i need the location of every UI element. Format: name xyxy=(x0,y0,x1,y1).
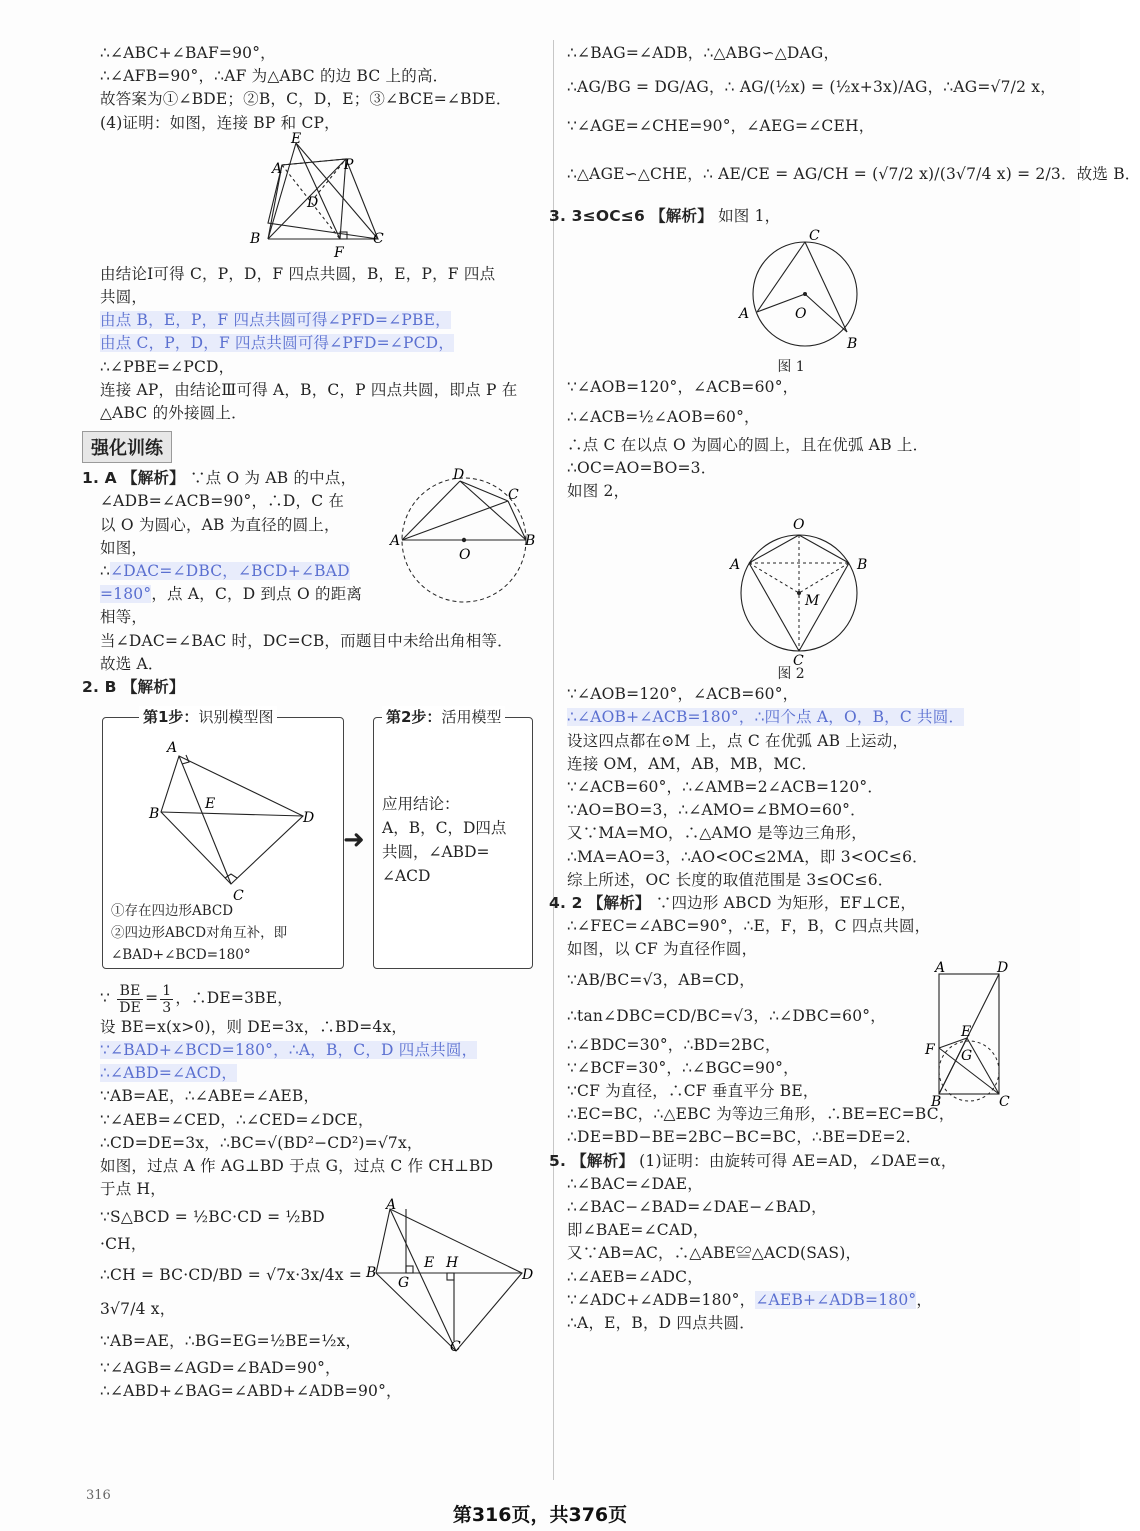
text-span: ∵四边形 ABCD 为矩形，EF⊥CE， xyxy=(655,894,917,913)
text-line: ∵∠AGE=∠CHE=90°，∠AEG=∠CEH， xyxy=(567,117,875,136)
left-column: ∴∠ABC+∠BAF=90°， ∴∠AFB=90°，∴AF 为△ABC 的边 BC 上的高． 故答案为①∠BDE；②B，C，D，E；③∠BCE=∠BDE． (4)证明：如图，连接 BP 和 CP， E A P D B C F 由结论Ⅰ可得 C，P，D，F 四点共圆，B，E，P，F 四点 共圆， 由点 B，E，P，F 四点共圆可得∠PFD=∠PBE， 由点 C，P，D，F 四点共圆可得∠PFD=∠PCD， ∴∠PBE=∠PCD， 连接 AP，由结论Ⅲ可得 A，B，C，P 四点共圆，即点 P 在 △ABC 的外接圆上． 强化训练 D C A B O 1. A 【解析】 ∵点 O 为 AB 的中点， ∠ADB=∠ACB=90°，∴D，C 在 以 O 为圆心，AB 为直径的圆上， 如图， ∴∠DAC=∠DBC，∠BCD+∠BAD =180°，点 A，C，D 到点 O 的距离 相等， 当∠DAC=∠BAC 时，DC=CB，而题目中未给出角相等． 故选 A． 2. B 【解析】 第1步：识别模型图 A B E D C ①存在四边形ABCD ②四边形ABCD对角互补，即 ∠BAD+∠BCD=180° ➜ 第2步：活用模型 应用结论： A，B，C，D四点 共圆，∠ABD= ∠ACD ∵ $\frac{BE}{DE}$ = $\frac{1}{3}$ ，∴DE=3BE， 设 BE=x(x>0)，则 DE=3x，∴BD=4x， ∵∠BAD+∠BCD=180°，∴A，B，C，D 四点共圆， ∴∠ABD=∠ACD， ∵AB=AE，∴∠ABE=∠AEB， ∵∠AEB=∠CED，∴∠CED=∠DCE， ∴CD=DE=3x，∴BC=√(BD²−CD²)=√7x， 如图，过点 A 作 AG⊥BD 于点 G，过点 C 作 CH⊥BD 于点 H， A B G E H D C ∵S△BCD = ½BC·CD = ½BD ·CH， ∴CH = BC·CD/BD = √7x·3x/4x = 3√7/4 x， ∵AB=AE，∴BG=EG=½BE=½x， ∵∠AGB=∠AGD=∠BAD=90°， ∴∠ABD+∠BAG=∠ABD+∠ADB=90°， xyxy=(100,42,538,1403)
conclusion-text: ∠ACD xyxy=(382,867,431,886)
text-line: (4)证明：如图，连接 BP 和 CP， xyxy=(100,113,340,132)
text-line: 又∵MA=MO，∴△AMO 是等边三角形， xyxy=(567,824,867,843)
text-line: ∴△AGE∽△CHE，∴ AE/CE = AG/CH = (√7/2 x)/(3√7/4 x) = 2/3．故选 B． xyxy=(567,165,1140,184)
point-label: F xyxy=(334,244,344,261)
highlighted-text: ∴∠AOB+∠ACB=180°，∴四个点 A，O，B，C 共圆． xyxy=(567,708,965,727)
analysis-tag: 【解析】 xyxy=(650,207,713,226)
step1-title: 第1步： xyxy=(143,708,199,727)
text-line: 相等， xyxy=(100,608,148,627)
point-label: E xyxy=(961,1023,972,1040)
text-line: 如图 2， xyxy=(567,482,630,501)
text-line: 如图，以 CF 为直径作圆， xyxy=(567,940,758,959)
text-line: ∵S△BCD = ½BC·CD = ½BD xyxy=(100,1208,325,1227)
point-label: A xyxy=(730,557,741,574)
point-label: D xyxy=(453,467,465,484)
text-line: ∴MA=AO=3，∴AO<OC≤2MA，即 3<OC≤6． xyxy=(567,847,928,866)
highlighted-text: ∴∠ABD=∠ACD， xyxy=(100,1064,238,1083)
text-line: 当∠DAC=∠BAC 时，DC=CB，而题目中未给出角相等． xyxy=(100,631,513,650)
condition-text: ∠BAD+∠BCD=180° xyxy=(111,947,251,964)
point-label: A xyxy=(167,740,178,757)
page-footer: 第316页，共376页 xyxy=(452,1504,628,1526)
point-label: O xyxy=(793,517,805,534)
text-line: ∵∠ACB=60°，∴∠AMB=2∠ACB=120°． xyxy=(567,778,884,797)
point-label: B xyxy=(250,230,261,247)
text-span: 如图 1， xyxy=(718,207,781,226)
point-label: M xyxy=(805,593,820,610)
point-label: E xyxy=(205,796,216,813)
text-line: ∴CH = BC·CD/BD = √7x·3x/4x = xyxy=(100,1265,363,1284)
point-label: F xyxy=(925,1041,935,1058)
text-line: ∠ADB=∠ACB=90°，∴D，C 在 xyxy=(100,492,345,511)
text-line: 设这四点都在⊙M 上，点 C 在优弧 AB 上运动， xyxy=(567,731,909,750)
step1-subtitle: 识别模型图 xyxy=(198,708,274,727)
figure-q2-model xyxy=(103,732,343,905)
point-label: O xyxy=(459,547,471,564)
point-label: A xyxy=(739,306,750,323)
text-line: 3√7/4 x， xyxy=(100,1299,176,1318)
text-line: ∴CD=DE=3x，∴BC=√(BD²−CD²)=√7x， xyxy=(100,1133,423,1152)
text-line: ∴A，E，B，D 四点共圆． xyxy=(567,1314,755,1333)
text-line: ∴DE=BD−BE=2BC−BC=BC，∴BE=DE=2． xyxy=(567,1128,922,1147)
text-line: 以 O 为圆心，AB 为直径的圆上， xyxy=(100,515,340,534)
point-label: G xyxy=(961,1047,973,1064)
text-line: ∴EC=BC，∴△EBC 为等边三角形，∴BE=EC=BC， xyxy=(567,1105,955,1124)
figure-q2-heights xyxy=(366,1197,538,1356)
step1-box xyxy=(102,708,344,969)
step2-subtitle: 活用模型 xyxy=(441,708,502,727)
question-number: 5. xyxy=(549,1151,567,1170)
text-line: 设 BE=x(x>0)，则 DE=3x，∴BD=4x， xyxy=(100,1017,408,1036)
text-line: ∵AB=AE，∴∠ABE=∠AEB， xyxy=(100,1087,320,1106)
condition-text: ②四边形ABCD对角互补，即 xyxy=(111,925,288,942)
question-number: 1. A xyxy=(82,469,117,488)
section-title: 强化训练 xyxy=(82,431,172,463)
text-line: ∴∠BDC=30°，∴BD=2BC， xyxy=(567,1035,781,1054)
point-label: O xyxy=(795,306,807,323)
text-line: 由结论Ⅰ可得 C，P，D，F 四点共圆，B，E，P，F 四点 xyxy=(100,264,496,283)
text-line: ∵∠AOB=120°，∠ACB=60°， xyxy=(567,378,799,397)
conclusion-text: A，B，C，D四点 xyxy=(382,819,507,838)
text-line: ∵∠AGB=∠AGD=∠BAD=90°， xyxy=(100,1358,341,1377)
text-line: ∵AB/BC=√3，AB=CD， xyxy=(567,970,755,989)
text-line: 共圆， xyxy=(100,288,148,307)
highlighted-text: 由点 C，P，D，F 四点共圆可得∠PFD=∠PCD， xyxy=(100,334,455,353)
figure-q4-rectangle xyxy=(921,959,1015,1110)
figure-3-2 xyxy=(567,503,1015,670)
text-span: ∴ xyxy=(100,562,111,581)
highlighted-text: ∠DAC=∠DBC，∠BCD+∠BAD xyxy=(110,562,350,581)
point-label: C xyxy=(373,230,384,247)
text-line: ∵CF 为直径，∴CF 垂直平分 BE， xyxy=(567,1082,819,1101)
text-line: 于点 H， xyxy=(100,1180,166,1199)
text-line: ∴∠ABD+∠BAG=∠ABD+∠ADB=90°， xyxy=(100,1381,402,1400)
conclusion-text: 应用结论： xyxy=(382,795,460,814)
fraction-num: 1 xyxy=(162,982,172,999)
highlighted-text: 由点 B，E，P，F 四点共圆可得∠PFD=∠PBE， xyxy=(100,311,451,330)
point-label: E xyxy=(424,1255,435,1272)
point-label: B xyxy=(857,557,868,574)
highlighted-text: ∵∠BAD+∠BCD=180°，∴A，B，C，D 四点共圆， xyxy=(100,1040,478,1059)
page-number: 316 xyxy=(86,1488,111,1503)
point-label: D xyxy=(522,1267,534,1284)
text-span: ， xyxy=(916,1290,933,1309)
point-label: G xyxy=(398,1275,410,1292)
highlighted-text: ∠AEB+∠ADB=180° xyxy=(755,1290,917,1309)
figure-3-1 xyxy=(567,228,1015,356)
point-label: C xyxy=(233,888,244,905)
step2-title: 第2步： xyxy=(386,708,442,727)
text-line: ∴∠FEC=∠ABC=90°，∴E，F，B，C 四点共圆， xyxy=(567,917,931,936)
text-line: ∵AB=AE，∴BG=EG=½BE=½x， xyxy=(100,1331,362,1350)
text-line: 故答案为①∠BDE；②B，C，D，E；③∠BCE=∠BDE． xyxy=(100,90,512,109)
text-line: ∵∠BCF=30°，∴∠BGC=90°， xyxy=(567,1058,799,1077)
text-line: ∴∠BAC−∠BAD=∠DAE−∠BAD， xyxy=(567,1198,827,1217)
text-line: ∵AO=BO=3，∴∠AMO=∠BMO=60°． xyxy=(567,801,866,820)
figure-caption: 图 1 xyxy=(777,359,805,376)
text-span: ，∴DE=3BE， xyxy=(175,989,293,1008)
point-label: D xyxy=(307,194,319,211)
text-line: ∴点 C 在以点 O 为圆心的圆上，且在优弧 AB 上． xyxy=(567,435,929,454)
point-label: A xyxy=(272,160,283,177)
conclusion-text: 共圆，∠ABD= xyxy=(382,843,490,862)
text-line: 综上所述，OC 长度的取值范围是 3≤OC≤6． xyxy=(567,870,894,889)
text-line: 又∵AB=AC，∴△ABE≌△ACD(SAS)， xyxy=(567,1244,862,1263)
condition-text: ①存在四边形ABCD xyxy=(111,903,234,920)
point-label: C xyxy=(450,1339,461,1356)
point-label: B xyxy=(366,1265,377,1282)
text-line: ∴tan∠DBC=CD/BC=√3，∴∠DBC=60°， xyxy=(567,1006,886,1025)
point-label: C xyxy=(508,487,519,504)
text-line: ∴AG/BG = DG/AG，∴ AG/(½x) = (½x+3x)/AG，∴AG=√7/2 x， xyxy=(567,78,1056,97)
text-span: (1)证明：由旋转可得 AE=AD，∠DAE=α， xyxy=(639,1151,957,1170)
question-number: 2. B xyxy=(82,678,117,697)
point-label: H xyxy=(446,1255,459,1272)
point-label: B xyxy=(149,806,160,823)
text-line: 如图， xyxy=(100,538,148,557)
figure-q1-circle xyxy=(390,467,540,602)
point-label: B xyxy=(847,336,858,353)
text-line: 连接 AP，由结论Ⅲ可得 A，B，C，P 四点共圆，即点 P 在 xyxy=(100,380,518,399)
text-line: ∵∠AOB=120°，∠ACB=60°， xyxy=(567,685,799,704)
point-label: C xyxy=(793,653,804,670)
point-label: B xyxy=(525,533,536,550)
text-line: △ABC 的外接圆上． xyxy=(100,404,247,423)
text-span: ∵∠ADC+∠ADB=180°， xyxy=(567,1290,756,1309)
text-line: ∴∠BAC=∠DAE， xyxy=(567,1174,703,1193)
text-line: ∴∠ACB=½∠AOB=60°， xyxy=(567,407,760,426)
text-line: ∴∠BAG=∠ADB，∴△ABG∽△DAG， xyxy=(567,44,840,62)
point-label: D xyxy=(303,810,315,827)
figure-caption: 图 2 xyxy=(777,666,805,683)
point-label: C xyxy=(809,228,820,245)
text-line: ∴∠AFB=90°，∴AF 为△ABC 的边 BC 上的高． xyxy=(100,67,449,86)
text-line: ∴∠ABC+∠BAF=90°， xyxy=(100,44,276,62)
question-1 xyxy=(82,467,538,676)
point-label: P xyxy=(344,156,354,173)
point-label: A xyxy=(386,1197,397,1214)
text-line: ∵∠AEB=∠CED，∴∠CED=∠DCE， xyxy=(100,1110,374,1129)
text-span: ，点 A，C，D 到点 O 的距离 xyxy=(151,585,363,604)
text-line: 连接 OM，AM，AB，MB，MC． xyxy=(567,754,818,773)
text-line: ∴∠AEB=∠ADC， xyxy=(567,1267,703,1286)
analysis-tag: 【解析】 xyxy=(571,1151,635,1170)
text-line: ∴∠PBE=∠PCD， xyxy=(100,357,235,376)
highlighted-text: =180° xyxy=(100,585,152,604)
text-line: ·CH， xyxy=(100,1235,147,1254)
arrow-right-icon: ➜ xyxy=(343,825,365,856)
step2-box xyxy=(373,708,533,969)
text-span: ∵点 O 为 AB 的中点， xyxy=(189,469,357,488)
figure-quad-proof xyxy=(100,130,538,263)
point-label: A xyxy=(935,959,946,976)
analysis-tag: 【解析】 xyxy=(122,469,185,488)
analysis-tag: 【解析】 xyxy=(587,894,651,913)
fraction-den: 3 xyxy=(162,999,172,1016)
model-flowchart xyxy=(100,705,538,975)
question-number: 3. 3≤OC≤6 xyxy=(549,207,645,226)
point-label: C xyxy=(999,1093,1010,1110)
text-line: 即∠BAE=∠CAD， xyxy=(567,1221,709,1240)
text-line: ∴OC=AO=BO=3． xyxy=(567,458,717,477)
text-line: 如图，过点 A 作 AG⊥BD 于点 G，过点 C 作 CH⊥BD xyxy=(100,1156,494,1175)
text-line: 故选 A． xyxy=(100,654,164,673)
column-divider xyxy=(553,40,554,1480)
point-label: E xyxy=(291,130,302,147)
point-label: B xyxy=(931,1093,942,1110)
text-span: ∵ xyxy=(100,989,111,1008)
analysis-tag: 【解析】 xyxy=(121,678,185,697)
fraction-den: DE xyxy=(119,999,142,1016)
question-number: 4. 2 xyxy=(549,894,583,913)
right-column xyxy=(549,42,1140,1335)
fraction-num: BE xyxy=(117,983,143,1000)
point-label: D xyxy=(997,959,1009,976)
point-label: A xyxy=(390,533,401,550)
